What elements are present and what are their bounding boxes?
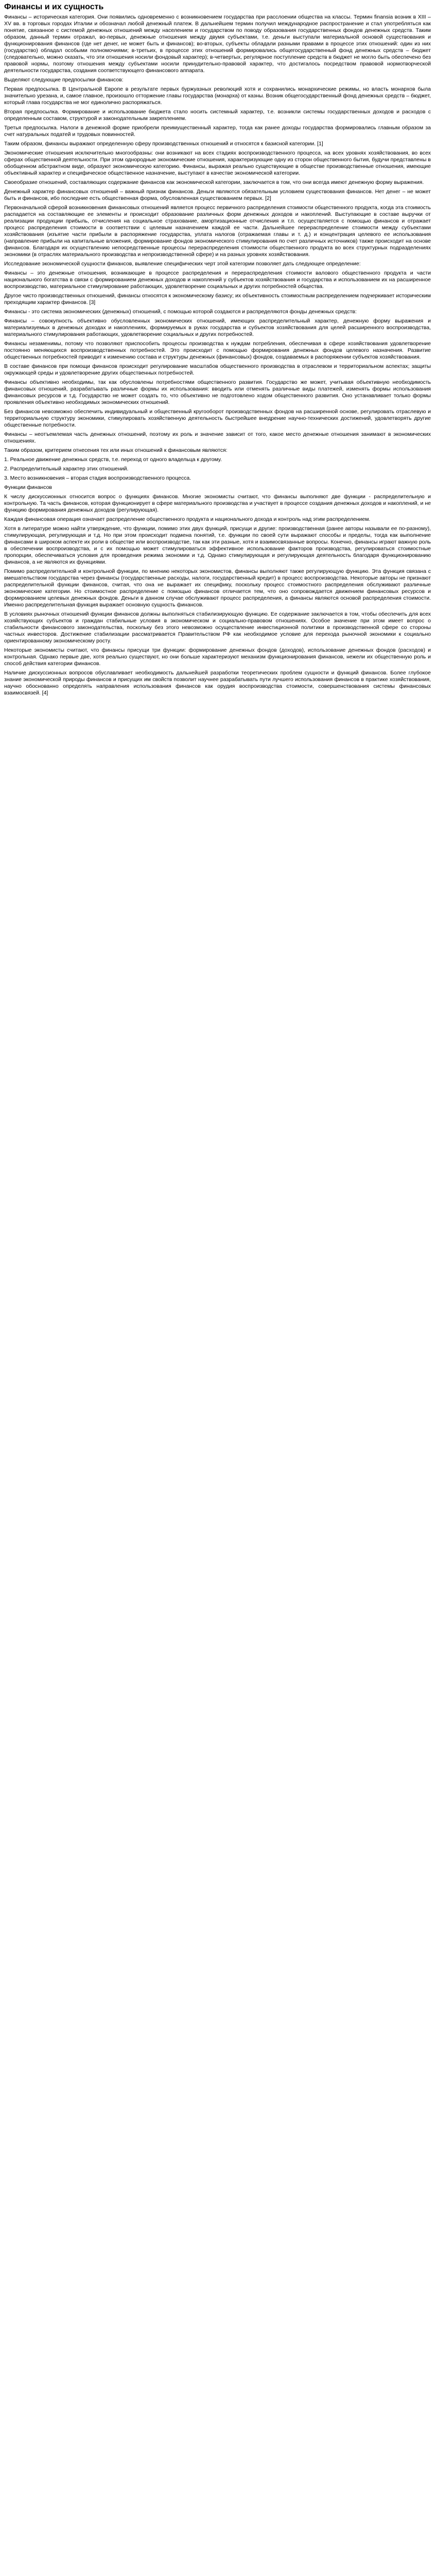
paragraph: К числу дискуссионных относится вопрос о функциях финансов. Многие экономисты считают, что финансы выполняют две функции - распределительную и контрольную. Та часть финансов, которая функционирует в сфере материального производства и участвует в процессе создания денежных доходов и накоплений, и не функцию формирования денежных доходов (регулирующая). <box>4 494 431 513</box>
paragraph: Третья предпосылка. Налоги в денежной форме приобрели преимущественный характер, тогда как ранее доходы государства формировались главным образом за счет натуральных податей и трудовых повинностей. <box>4 125 431 138</box>
paragraph: Экономические отношения исключительно многообразны: они возникают на всех стадиях воспроизводственного процесса, на всех уровнях хозяйствования, во всех сферах общественной деятельности. При этом однородные экономические отношения, характеризующие одну из сторон общественного бытия, будучи представлены в обобщенном абстрактном виде, образуют экономическую категорию. Финансы, выражая реально существующие в обществе производственные отношения, имеющие объективный характер и специфическое общественное назначение, выступают в качестве экономической категории. <box>4 150 431 176</box>
paragraph: Финансы – совокупность объективно обусловленных экономических отношений, имеющих распределительный характер, денежную форму выражения и материализуемых в денежных доходах и накоплениях, формируемых в руках государства и субъектов хозяйствования для целей расширенного воспроизводства, материального стимулирования работающих, удовлетворение социальных и других потребностей. <box>4 318 431 337</box>
paragraph: Функции финансов <box>4 484 53 490</box>
paragraph: Финансы - это система экономических (денежных) отношений, с помощью которой создаются и распределяются фонды денежных средств: <box>4 309 357 315</box>
paragraph: Наличие дискуссионных вопросов обуславливает необходимость дальнейшей разработки теоретических проблем сущности и функций финансов. Более глубокое знание экономической природы финансов и присущих им свойств позволит научнее разрабатывать пути лучшего использования финансов в практике хозяйствования, научно обоснованно определять направления использования финансов как орудия воспроизводства стоимости, совершенствования системы финансовых взаимосвязей. [4] <box>4 670 431 696</box>
paragraph: Финансы – историческая категория. Они появились одновременно с возникновением государства при расслоении общества на классы. Термин finansia возник в XIII – XV вв. в торговых городах Италии и обозначал любой денежный платеж. В дальнейшем термин получил международное распространение и стал употребляться как понятие, связанное с системой денежных отношений между населением и государством по поводу образования государственных фондов денежных средств. Таким образом, данный термин отражал, во-первых, денежные отношения между двумя субъектами, т.е. деньги выступали материальной основой существования и функционирования финансов (где нет денег, не может быть и финансов); во-вторых, субъекты обладали разными правами в процессе этих отношений: один из них (государство) обладал особыми полномочиями; в-третьих, в процессе этих отношений формировались общегосударственный фонд денежных средств – бюджет (следовательно, можно сказать, что эти отношения носили фондовый характер); в-четвертых, регулярное поступление средств в бюджет не могло быть обеспечено без правовой нормы, поэтому отношения между субъектами носили принудительно-правовой характер, что достигалось посредством правовой нормотворческой деятельности государства, создания соответствующего финансового аппарата. <box>4 14 431 74</box>
paragraph: Финансы – неотъемлемая часть денежных отношений, поэтому их роль и значение зависит от того, какое место денежные отношения занимают в экономических отношениях. <box>4 431 431 444</box>
paragraph: В условиях рыночных отношений функции финансов должны выполняться стабилизирующую функцию. Ее содержание заключается в том, чтобы обеспечить для всех хозяйствующих субъектов и граждан стабильные условия в экономическом и социально-правовом отношениях. Особое значение при этом имеет вопрос о стабильности финансового законодательства, поскольку без этого невозможно осуществление инвестиционной политики в производственной сфере со стороны частных инвесторов. Достижение стабилизации рассматривается Правительством РФ как необходимое условие для перехода рыночной экономики к социально ориентированному экономическому росту. <box>4 611 431 644</box>
paragraph: Исследование экономической сущности финансов, выявление специфических черт этой категории позволяет дать следующее определение: <box>4 261 361 267</box>
paragraph: Таким образом, финансы выражают определенную сферу производственных отношений и относятся к базисной категории. [1] <box>4 141 323 147</box>
paragraph: Первоначальной сферой возникновения финансовых отношений является процесс первичного распределения стоимости общественного продукта, когда эта стоимость распадается на составляющие ее элементы и происходит образование различных форм денежных доходов и накоплений. Выступающие в составе выручки от реализации продукции прибыль, отчисления на социальное страхование, амортизационные отчисления и т.п. осуществляется с помощью финансов и отражает процесс распределения стоимости в соответствии с целевым назначением каждой ее части. Дальнейшее перераспределение стоимости между субъектами хозяйствования (изъятие части прибыли в распоряжение государства, уплата налогов (отражаемая главы и т. д.) и концентрация целевого ее использования (направление прибыли на капитальные вложения, формирование фондов экономического стимулирования по счет различных источников) также происходит на основе финансов. Благодаря их осуществлению непосредственные процессы перераспределения стоимости общественного продукта во всех структурных подразделениях экономики (в отраслях материального производства и непроизводственной сфере) и на разных уровнях хозяйствования. <box>4 205 431 258</box>
page-title: Финансы и их сущность <box>4 3 104 11</box>
paragraph: Вторая предпосылка. Формирование и использование бюджета стало носить системный характер, т.е. возникли системы государственных доходов и расходов с определенным составом, структурой и законодательным закреплением. <box>4 109 431 122</box>
paragraph: 2. Распределительный характер этих отношений. <box>4 466 129 472</box>
paragraph: 1. Реальное движение денежных средств, т.е. переход от одного владельца к другому. <box>4 456 222 463</box>
paragraph: Без финансов невозможно обеспечить индивидуальный и общественный кругооборот производственных фондов на расширенной основе, регулировать отраслевую и территориальную структуру экономики, стимулировать хозяйственную деятельность быстрейшее внедрение научно-технических достижений, удовлетворять другие общественные потребности. <box>4 409 431 428</box>
paragraph: Финансы объективно необходимы, так как обусловлены потребностями общественного развития. Государство же может, учитывая объективную необходимость финансовых отношений, разрабатывать различные формы их использования: вводить или отменять различные виды платежей, изменять формы использования финансовых ресурсов и т.д. Государство не может создать то, что объективно не подготовлено ходом общественного развития. Оно устанавливает только формы проявления объективно необходимых экономических отношений. <box>4 379 431 405</box>
paragraph: Финансы – это денежные отношения, возникающие в процессе распределения и перераспределения стоимости валового общественного продукта и части национального богатства в связи с формированием денежных доходов и накоплений у субъектов хозяйствования и государства и использованием их на расширенное воспроизводство, материальное стимулирование работающих, удовлетворение социальных и других потребностей общества. <box>4 270 431 290</box>
paragraph: Некоторые экономисты считают, что финансы присущи три функции: формирование денежных фондов (доходов), использование денежных фондов (расходов) и контрольная. Однако первые две, хотя реально существуют, но они больше характеризуют механизм функционирования финансов, нежели их общественную роль и способ действия категории финансов. <box>4 647 431 667</box>
paragraph: Выделяют следующие предпосылки финансов: <box>4 77 124 83</box>
paragraph: Каждая финансовая операция означает распределение общественного продукта и национального дохода и контроль над этим распределением. <box>4 516 371 522</box>
paragraph: В составе финансов при помощи финансов происходит регулирование масштабов общественного производства в отраслевом и территориальном аспектах; защиты окружающей среды и удовлетворение других общественных потребностей. <box>4 363 431 376</box>
paragraph: Помимо распределительной и контрольной функции, по мнению некоторых экономистов, финансы выполняют также регулирующую функцию. Эта функция связана с вмешательством государства через финансы (государственные расходы, налоги, государственный кредит) в процесс воспроизводства. Некоторые авторы не признают распределительной функции финансов, считая, что она не выражает их специфику, поскольку процесс стоимостного распределения обслуживают различные экономические категории. Но стоимостное распределение с помощью финансов отличается тем, что оно сопровождается движением финансовых ресурсов и формированием целевых денежных фондов. Деньги в данном случае обслуживают процесс распределения, а финансы являются основой распределения стоимости. Именно распределительная функция выражает основную сущность финансов. <box>4 568 431 608</box>
paragraph: Хотя в литературе можно найти утверждение, что функции, помимо этих двух функций, присущи и другие: производственная (ранее авторы называли ее по-разному), стимулирующая, регулирующая и т.д. Но при этом происходит подмена понятий, т.е. функции по своей сути выражают способы и пределы, тогда как выполнение финансами в широком аспекте их роли в обществе или воспроизводстве, так как эти разные, хотя и взаимосвязанные вопросы. Конечно, финансы играют важную роль в обеспечении воспроизводства, и с их помощью может стимулироваться эффективное использование факторов производства, регулироваться стоимостные пропорции, обеспечиваться условия для проведения режима экономии и т.д. Однако стимулирующая и регулирующая деятельность благодаря функционированию финансов, а не являются их функциями. <box>4 526 431 565</box>
paragraph: Первая предпосылка. В Центральной Европе в результате первых буржуазных революций хотя и сохранились монархические режимы, но власть монархов была значительно урезана, и, самое главное, произошло отторжение главы государства (монарха) от казны. Возник общегосударственный фонд денежных средств – бюджет, который глава государства не мог единолично распоряжаться. <box>4 86 431 106</box>
paragraph: Денежный характер финансовых отношений – важный признак финансов. Деньги являются обязательным условием существования финансов. Нет денег – не может быть и финансов, ибо последние есть общественная форма, обусловленная существованием первых. [2] <box>4 189 431 201</box>
paragraph: Другое чисто производственных отношений, финансы относятся к экономическому базису; их объективность стоимостным распределением подчеркивает историческим преходящим характер финансов. [3] <box>4 293 431 306</box>
article-page <box>0 0 436 705</box>
article-body <box>4 14 431 697</box>
paragraph: Таким образом, критерием отнесения тех или иных отношений к финансовым являются: <box>4 447 228 453</box>
paragraph: 3. Место возникновения – вторая стадия воспроизводственного процесса. <box>4 475 191 481</box>
paragraph: Своеобразие отношений, составляющих содержание финансов как экономической категории, заключается в том, что они всегда имеют денежную форму выражения. <box>4 179 424 185</box>
paragraph: Финансы незаменимы, потому что позволяют приспособить процессы производства к нуждам потребления, обеспечивая в сфере хозяйствования удовлетворение постоянно меняющихся воспроизводственных потребностей. Это происходит с помощью формирования денежных фондов целевого назначения. Развитие общественных потребностей приводит к изменению состава и структуры денежных (финансовых) фондов, создаваемых в распоряжении субъектов хозяйствования. <box>4 341 431 360</box>
